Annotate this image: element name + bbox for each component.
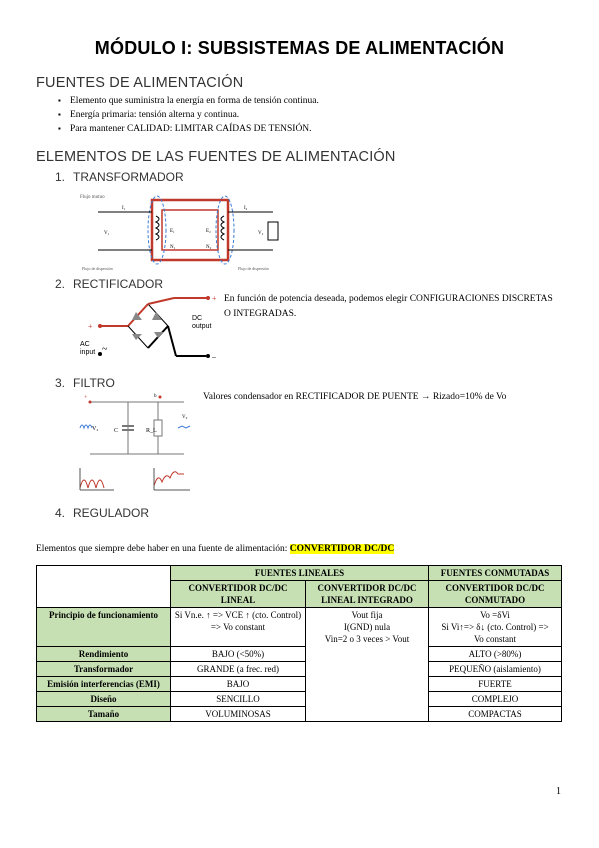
bullet-item: ▪ Energía primaria: tensión alterna y continua.: [58, 108, 319, 122]
bullet-item: ▪ Para mantener CALIDAD: LIMITAR CAÍDAS DE TENSIÓN.: [58, 122, 319, 136]
cell-emi-1: BAJO: [171, 677, 306, 692]
col-conmutado: CONVERTIDOR DC/DC CONMUTADO: [429, 581, 562, 608]
cell-tam-1: VOLUMINOSAS: [171, 707, 306, 722]
filter-plus: +: [84, 395, 88, 401]
trafo-flux1: Flujo de dispersión: [82, 266, 113, 271]
rectifier-diagram: [78, 290, 218, 370]
header-lineales: FUENTES LINEALES: [171, 566, 429, 581]
cell-principio-1: Si Vn.e. ↑ => VCE ↑ (cto. Control) => Vo constant: [171, 608, 306, 647]
cell-tam-3: COMPACTAS: [429, 707, 562, 722]
rect-minus2: –: [212, 352, 216, 361]
cell-principio-2: Vout fija I(GND) nula Vin=2 o 3 veces > Vout: [306, 608, 429, 722]
rect-plus2: +: [212, 294, 217, 303]
item-regulador: 4. REGULADOR: [55, 506, 150, 520]
bullet-list: [58, 94, 319, 136]
trafo-v2: V₂: [258, 231, 264, 236]
col-lineal: CONVERTIDOR DC/DC LINEAL: [171, 581, 306, 608]
col-integrado: CONVERTIDOR DC/DC LINEAL INTEGRADO: [306, 581, 429, 608]
elements-line: Elementos que siempre debe haber en una fuente de alimentación: CONVERTIDOR DC/DC: [36, 544, 395, 554]
row-tamano: Tamaño: [37, 707, 171, 722]
filter-note: Valores condensador en RECTIFICADOR DE PUENTE → Rizado=10% de Vo: [203, 392, 507, 402]
rect-tilde: ~: [102, 344, 108, 355]
filter-c: C: [114, 428, 119, 434]
cell-emi-3: FUERTE: [429, 677, 562, 692]
section-heading-fuentes: FUENTES DE ALIMENTACIÓN: [36, 75, 244, 91]
comparison-table: [36, 565, 562, 722]
rect-ac: AC: [80, 341, 90, 348]
trafo-i1: I₁: [122, 206, 126, 211]
trafo-flux2: Flujo de dispersión: [238, 266, 269, 271]
cell-rend-1: BAJO (<50%): [171, 647, 306, 662]
trafo-label: Flujo mutuo: [80, 195, 105, 200]
filter-vo: V₀: [182, 415, 188, 420]
trafo-n1: N₁: [170, 245, 176, 250]
cell-trafo-3: PEQUEÑO (aislamiento): [429, 662, 562, 677]
cell-dis-3: COMPLEJO: [429, 692, 562, 707]
rect-plus1: +: [88, 322, 93, 331]
trafo-n2: N₂: [206, 245, 212, 250]
header-conmutadas: FUENTES CONMUTADAS: [429, 566, 562, 581]
filter-rl: R_L: [146, 428, 157, 434]
row-rendimiento: Rendimiento: [37, 647, 171, 662]
rect-dc: DC: [192, 315, 203, 322]
cell-trafo-1: GRANDE (a frec. red): [171, 662, 306, 677]
rect-input: input: [80, 349, 96, 356]
row-principio: Principio de funcionamiento: [37, 608, 171, 647]
page-title: MÓDULO I: SUBSISTEMAS DE ALIMENTACIÓN: [94, 38, 505, 58]
cell-principio-3: Vo =δVi Si Vi↑=> δ↓ (cto. Control) => Vo constant: [429, 608, 562, 647]
item-rectificador: 2. RECTIFICADOR: [55, 277, 163, 291]
item-transformador: 1. TRANSFORMADOR: [55, 170, 184, 184]
page-number: 1: [556, 786, 561, 797]
bullet-item: ▪ Elemento que suministra la energía en forma de tensión continua.: [58, 94, 319, 108]
table-corner: [37, 566, 171, 608]
filter-diagram: [74, 390, 198, 496]
rectifier-note: En función de potencia deseada, podemos elegir CONFIGURACIONES DISCRETAS O INTEGRADAS.: [224, 294, 553, 319]
cell-dis-1: SENCILLO: [171, 692, 306, 707]
rect-output: output: [192, 323, 212, 330]
item-filtro: 3. FILTRO: [55, 376, 115, 390]
trafo-e2: E₂: [206, 229, 211, 234]
cell-rend-3: ALTO (>80%): [429, 647, 562, 662]
row-diseno: Diseño: [37, 692, 171, 707]
filter-v2: V₂: [92, 426, 99, 432]
row-transformador: Transformador: [37, 662, 171, 677]
trafo-e1: E₁: [170, 229, 175, 234]
trafo-v1: V₁: [104, 231, 110, 236]
row-emi: Emisión interferencias (EMI): [37, 677, 171, 692]
section-heading-elementos: ELEMENTOS DE LAS FUENTES DE ALIMENTACIÓN: [36, 149, 396, 165]
filter-b: b: [154, 394, 157, 399]
transformer-diagram: [78, 190, 300, 272]
trafo-i2: I₂: [244, 206, 248, 211]
